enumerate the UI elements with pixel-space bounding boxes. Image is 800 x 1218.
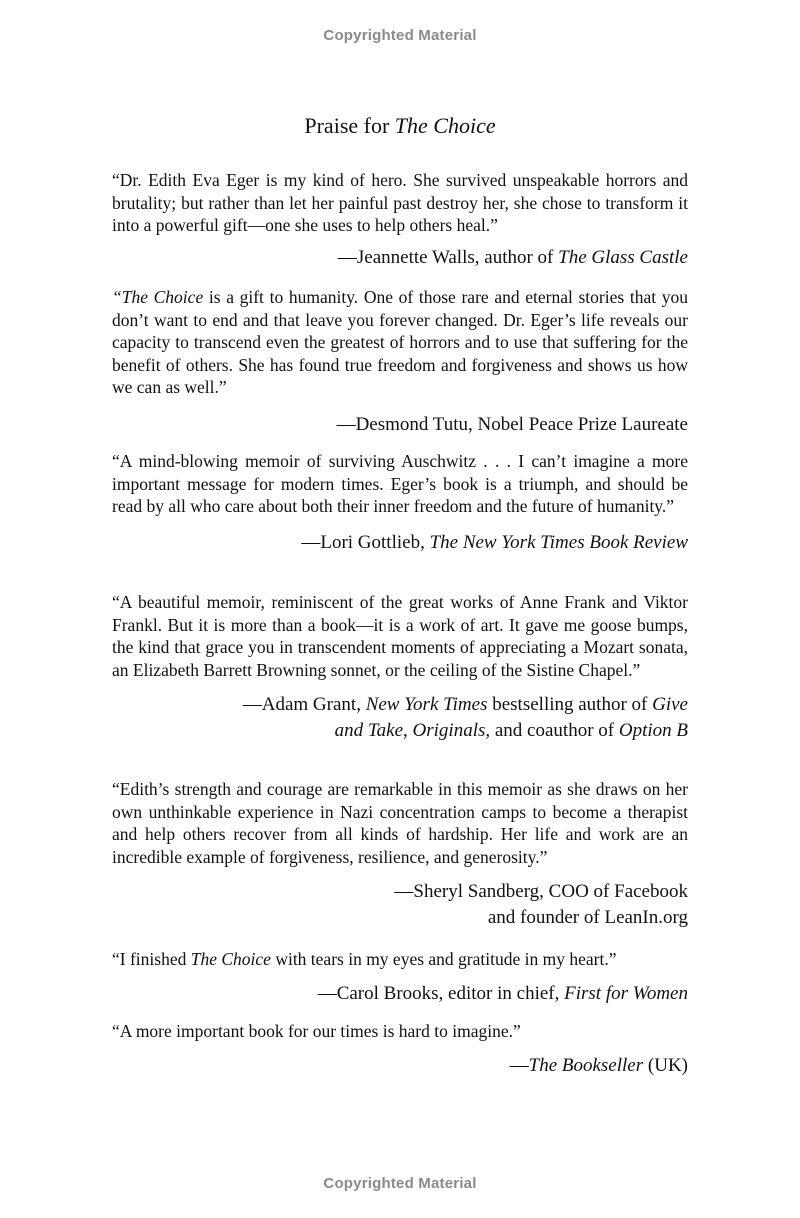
praise-entry-brooks: [112, 948, 688, 1007]
attribution-publication: New York Times: [365, 694, 488, 716]
attribution-book-title: Originals: [412, 720, 486, 742]
attribution: —Desmond Tutu, Nobel Peace Prize Laureate: [336, 413, 688, 435]
quote-book-title: “The Choice: [112, 287, 204, 307]
attribution-lead: —Carol Brooks, editor in chief,: [317, 982, 565, 1004]
quote-text: “Dr. Edith Eva Eger is my kind of hero. She survived unspeakable horrors and brutality; but rather than let her painful past destroy her, she chose to transform it into a powerful gift—one she uses to help others heal.”: [112, 170, 688, 236]
attribution: [112, 981, 688, 1007]
attribution-publication: First for Women: [564, 982, 688, 1004]
quote-book-title: The Choice: [190, 949, 271, 969]
praise-entry-walls: [112, 169, 688, 271]
praise-entry-grant: [112, 591, 688, 744]
attribution-lead: —Jeannette Walls, author of: [337, 246, 559, 268]
copyright-watermark-bottom: Copyrighted Material: [323, 1175, 477, 1192]
copyright-watermark-top: Copyrighted Material: [323, 27, 477, 44]
attribution-line-1: —Sheryl Sandberg, COO of Facebook: [394, 881, 688, 903]
attribution-mid: , and coauthor of: [485, 720, 619, 742]
attribution: [112, 245, 688, 271]
attribution-mid: bestselling author of: [487, 694, 653, 716]
quote-text: “Edith’s strength and courage are remarkable in this memoir as she draws on her own unthinkable experience in Nazi concentration camps to become a therapist and help others recover from all kinds of hardship. Her life and work are an incredible example of forgiveness, resilience, and generosity.”: [112, 779, 688, 867]
attribution-line-2: [112, 718, 688, 744]
page-title-prefix: Praise for: [304, 113, 395, 138]
quote-body: with tears in my eyes and gratitude in my heart.”: [270, 949, 617, 969]
quote-text: “A mind-blowing memoir of surviving Auschwitz . . . I can’t imagine a more important message for modern times. Eger’s book is a triumph, and should be read by all who care about both their inner freedom and the future of humanity.”: [112, 451, 688, 517]
attribution-book-title: Option B: [618, 720, 688, 742]
attribution-publication: The Bookseller: [528, 1054, 644, 1076]
attribution-line-2: and founder of LeanIn.org: [487, 907, 688, 929]
page-title-book: The Choice: [394, 113, 496, 138]
quote-text: [112, 286, 688, 399]
attribution-book-title: and Take: [334, 720, 404, 742]
attribution: [112, 530, 688, 556]
attribution-title: The New York Times Book Review: [429, 531, 688, 553]
quote-text: “A more important book for our times is hard to imagine.”: [112, 1021, 521, 1041]
quote-text: [112, 948, 688, 971]
attribution-separator: ,: [403, 720, 413, 742]
page-title: [0, 112, 800, 140]
attribution: [112, 1053, 688, 1079]
praise-entry-tutu: [112, 286, 688, 438]
attribution-tail: (UK): [643, 1054, 688, 1076]
attribution-lead: —Adam Grant,: [242, 694, 366, 716]
attribution-lead: —Lori Gottlieb,: [301, 531, 430, 553]
praise-entry-sandberg: [112, 778, 688, 931]
attribution-lead: —: [509, 1054, 529, 1076]
attribution-title: The Glass Castle: [558, 246, 688, 268]
attribution-line-1: [112, 692, 688, 718]
quote-lead: “I finished: [112, 949, 191, 969]
quote-text: “A beautiful memoir, reminiscent of the great works of Anne Frank and Viktor Frankl. But it is more than a book—it is a work of art. It gave me goose bumps, the kind that grace you in transcendent moments of appreciating a Mozart sonata, an Elizabeth Barrett Browning sonnet, or the ceiling of the Sistine Chapel.”: [112, 592, 688, 680]
attribution-book-title: Give: [652, 694, 688, 716]
quote-body: is a gift to humanity. One of those rare and eternal stories that you don’t want to end and that leave you forever changed. Dr. Eger’s life reveals our capacity to transcend even the greatest of horrors and to use that suffering for the benefit of others. She has found true freedom and forgiveness and shows us how we can as well.”: [112, 287, 688, 398]
praise-entry-gottlieb: [112, 450, 688, 556]
praise-entry-bookseller: [112, 1020, 688, 1079]
